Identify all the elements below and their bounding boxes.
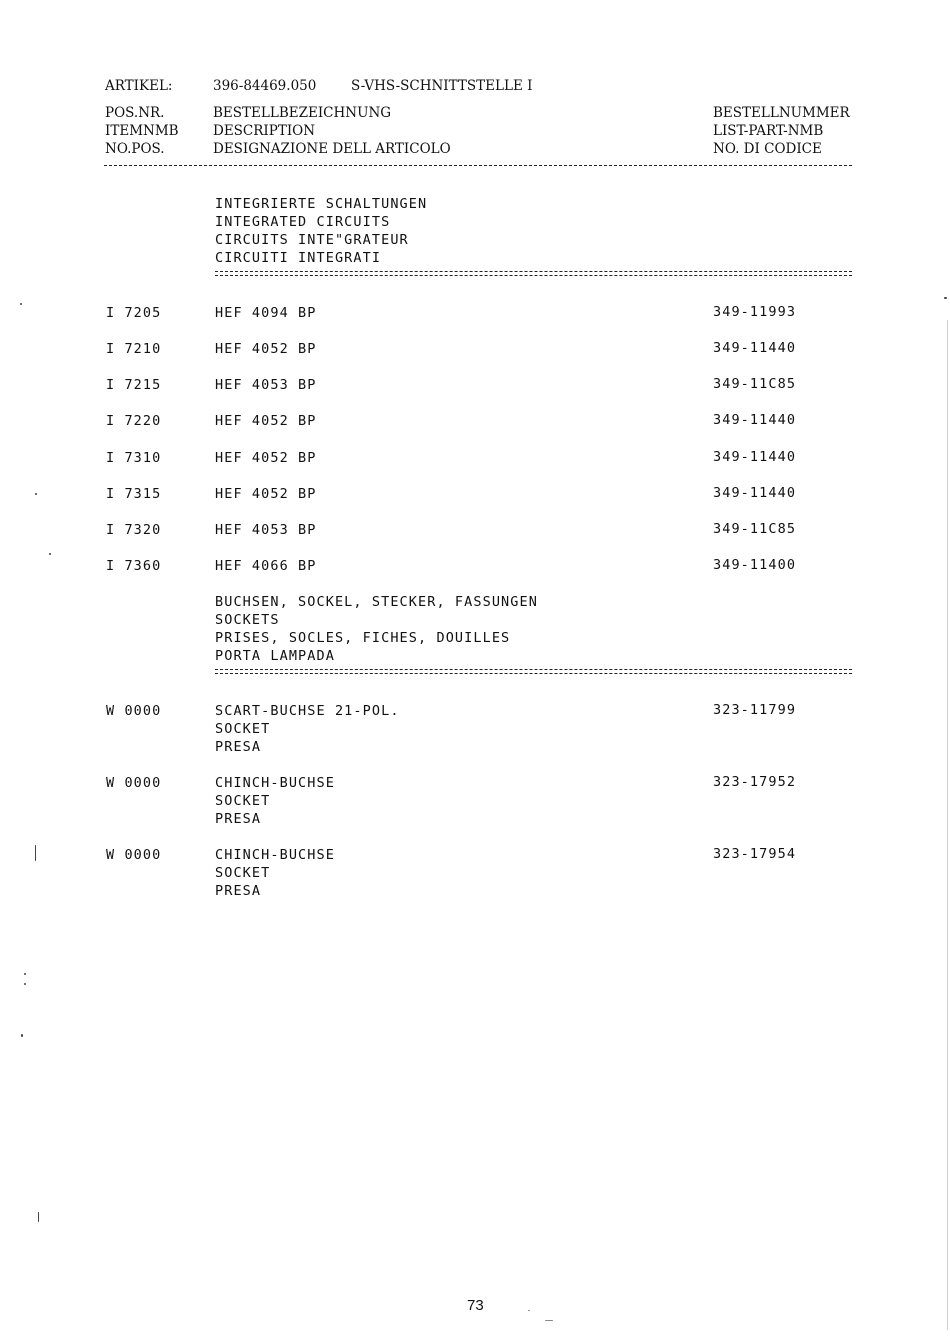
row-pos: I 7215 (106, 377, 162, 393)
row-code: 349-11440 (713, 449, 797, 465)
header-pos-en: ITEMNMB (105, 123, 179, 139)
header-pos-de: POS.NR. (105, 105, 165, 121)
row-desc: HEF 4052 BP (215, 341, 317, 357)
row-pos: I 7310 (106, 450, 162, 466)
row-desc: HEF 4053 BP (215, 377, 317, 393)
scan-speck (49, 553, 51, 555)
row-pos: W 0000 (106, 775, 162, 791)
scan-speck (24, 983, 26, 985)
section2-heading-en: SOCKETS (215, 612, 280, 628)
row-desc-en: SOCKET (215, 865, 271, 881)
row-desc-en: SOCKET (215, 793, 271, 809)
row-code: 349-11440 (713, 412, 797, 428)
row-desc: HEF 4053 BP (215, 522, 317, 538)
row-pos: I 7210 (106, 341, 162, 357)
row-code: 349-11440 (713, 340, 797, 356)
row-pos: W 0000 (106, 703, 162, 719)
row-pos: W 0000 (106, 847, 162, 863)
row-desc: SCART-BUCHSE 21-POL. (215, 703, 400, 719)
section1-heading-en: INTEGRATED CIRCUITS (215, 214, 391, 230)
section1-heading-it: CIRCUITI INTEGRATI (215, 250, 382, 266)
row-desc: CHINCH-BUCHSE (215, 775, 335, 791)
row-code: 349-11993 (713, 304, 797, 320)
header-code-it: NO. DI CODICE (713, 141, 822, 157)
section1-heading-fr: CIRCUITS INTE"GRATEUR (215, 232, 409, 248)
scan-speck (944, 297, 947, 299)
scan-speck (20, 303, 22, 305)
section1-heading-de: INTEGRIERTE SCHALTUNGEN (215, 196, 428, 212)
row-pos: I 7205 (106, 305, 162, 321)
row-code: 349-11440 (713, 485, 797, 501)
row-desc-it: PRESA (215, 739, 262, 755)
header-code-en: LIST-PART-NMB (713, 123, 824, 139)
row-desc: CHINCH-BUCHSE (215, 847, 335, 863)
header-divider (104, 165, 852, 166)
row-desc-it: PRESA (215, 811, 262, 827)
header-desc-de: BESTELLBEZEICHNUNG (213, 105, 392, 121)
scan-speck (21, 1034, 23, 1037)
scan-speck (35, 845, 36, 861)
row-code: 323-17952 (713, 774, 797, 790)
row-desc-it: PRESA (215, 883, 262, 899)
row-code: 323-17954 (713, 846, 797, 862)
page-number: 73 (467, 1297, 484, 1314)
row-desc: HEF 4066 BP (215, 558, 317, 574)
scan-speck (528, 1310, 530, 1311)
row-pos: I 7315 (106, 486, 162, 502)
header-desc-en: DESCRIPTION (213, 123, 316, 139)
artikel-label: ARTIKEL: (105, 78, 173, 94)
scan-speck (24, 973, 26, 975)
section2-heading-fr: PRISES, SOCLES, FICHES, DOUILLES (215, 630, 511, 646)
section2-heading-it: PORTA LAMPADA (215, 648, 335, 664)
header-desc-it: DESIGNAZIONE DELL ARTICOLO (213, 141, 451, 157)
scan-edge (947, 320, 948, 1330)
section2-double-rule (215, 669, 852, 674)
row-pos: I 7360 (106, 558, 162, 574)
artikel-title: S-VHS-SCHNITTSTELLE I (351, 78, 533, 94)
row-pos: I 7220 (106, 413, 162, 429)
row-desc: HEF 4052 BP (215, 413, 317, 429)
section2-heading-de: BUCHSEN, SOCKEL, STECKER, FASSUNGEN (215, 594, 538, 610)
row-desc: HEF 4052 BP (215, 450, 317, 466)
artikel-number: 396-84469.050 (213, 78, 317, 94)
row-pos: I 7320 (106, 522, 162, 538)
row-code: 349-11C85 (713, 376, 797, 392)
row-code: 349-11400 (713, 557, 797, 573)
row-code: 349-11C85 (713, 521, 797, 537)
row-desc: HEF 4094 BP (215, 305, 317, 321)
scan-speck (38, 1212, 39, 1222)
row-desc-en: SOCKET (215, 721, 271, 737)
row-code: 323-11799 (713, 702, 797, 718)
row-desc: HEF 4052 BP (215, 486, 317, 502)
header-code-de: BESTELLNUMMER (713, 105, 850, 121)
scan-speck (545, 1320, 553, 1321)
scan-speck (35, 493, 37, 495)
section1-double-rule (215, 271, 852, 276)
header-pos-it: NO.POS. (105, 141, 165, 157)
